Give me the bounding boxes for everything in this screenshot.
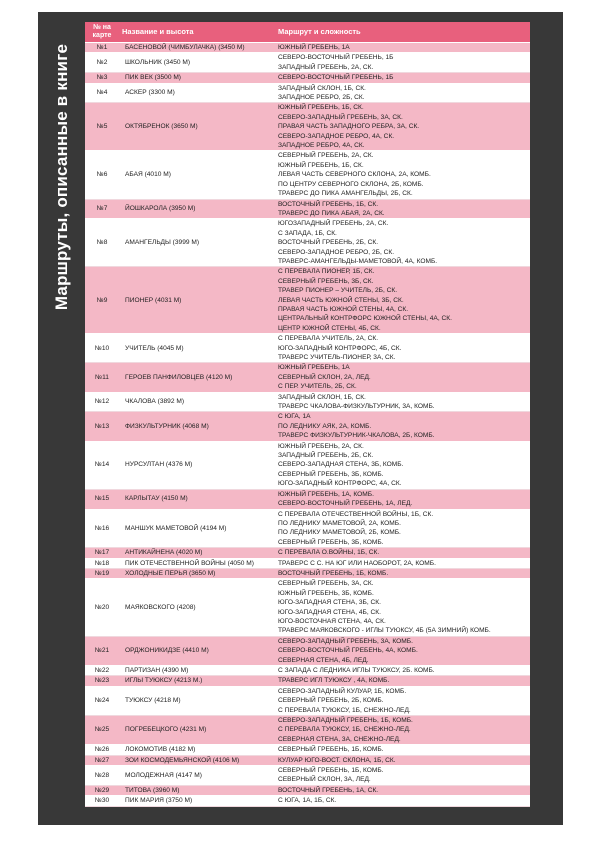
route-line: СЕВЕРНЫЙ ГРЕБЕНЬ, 2Б, КОМБ. (278, 697, 384, 705)
table-header-row (85, 22, 530, 43)
row-number: №21 (85, 636, 119, 665)
route-line: ТРАВЕРС МАЯКОВСКОГО - ИГЛЫ ТУЮКСУ, 4Б (5А ЗИМНИЙ) КОМБ. (278, 627, 491, 635)
routes-cell (275, 666, 530, 676)
table-row (85, 666, 530, 676)
route-line: СЕВЕРНЫЙ ГРЕБЕНЬ, 3Б, КОМБ. (278, 470, 384, 478)
route-line: ЮЖНЫЙ ГРЕБЕНЬ, 3Б, КОМБ. (278, 589, 374, 597)
route-line: ЗАПАДНЫЙ СКЛОН, 1Б, СК. (278, 393, 366, 401)
route-line: СЕВЕРО-ЗАПАДНЫЙ ГРЕБЕНЬ, 3А, КОМБ. (278, 637, 413, 645)
route-line: СЕВЕРО-ЗАПАДНОЕ РЕБРО, 4А, СК. (278, 132, 395, 140)
peak-name: АМАНГЕЛЬДЫ (3999 М) (119, 219, 275, 267)
peak-name: МОЛОДЕЖНАЯ (4147 М) (119, 766, 275, 786)
row-number: №17 (85, 548, 119, 558)
route-line: ЗАПАДНОЕ РЕБРО, 4А, СК. (278, 142, 365, 150)
route-line: ПО ЛЕДНИКУ МАМЕТОВОЙ, 2А, КОМБ. (278, 519, 401, 527)
peak-name: МАЯКОВСКОГО (4208) (119, 579, 275, 636)
routes-cell (275, 43, 530, 53)
peak-name: ПИОНЕР (4031 М) (119, 267, 275, 334)
routes-cell (275, 267, 530, 334)
route-line: СЕВЕРО-ВОСТОЧНЫЙ ГРЕБЕНЬ, 4А, КОМБ. (278, 647, 418, 655)
row-number: №28 (85, 766, 119, 786)
route-line: ТРАВЕРС ФИЗКУЛЬТУРНИК-ЧКАЛОВА, 2Б, КОМБ. (278, 432, 435, 440)
route-line: С ПЕРЕВАЛА ПИОНЕР, 1Б, СК. (278, 268, 375, 276)
table-row (85, 558, 530, 568)
table-row (85, 716, 530, 745)
peak-name: ЛОКОМОТИВ (4182 М) (119, 745, 275, 755)
peak-name: ЙОШКАРОЛА (3950 М) (119, 199, 275, 219)
route-line: СЕВЕРНЫЙ ГРЕБЕНЬ, 2А, СК. (278, 152, 374, 160)
table-row (85, 412, 530, 441)
route-line: СЕВЕРНЫЙ СКЛОН, 2А, ЛЕД. (278, 373, 371, 381)
table-row (85, 509, 530, 548)
row-number: №27 (85, 755, 119, 765)
routes-cell (275, 686, 530, 715)
route-line: ЮГО-ЗАПАДНЫЙ КОНТРФОРС, 4А, СК. (278, 480, 402, 488)
peak-name: НУРСУЛТАН (4376 М) (119, 441, 275, 489)
route-line: СЕВЕРНАЯ СТЕНА, 4Б, ЛЕД. (278, 656, 369, 664)
route-line: СЕВЕРНЫЙ ГРЕБЕНЬ, 3Б, СК. (278, 277, 374, 285)
route-line: ЮЖНЫЙ ГРЕБЕНЬ, 1Б, СК. (278, 104, 364, 112)
table-row (85, 363, 530, 392)
route-line: С ЮГА, 1А (278, 413, 311, 421)
table-row (85, 334, 530, 363)
route-line: СЕВЕРНЫЙ ГРЕБЕНЬ, 3Б, КОМБ. (278, 538, 384, 546)
peak-name: ПОГРЕБЕЦКОГО (4231 М) (119, 716, 275, 745)
route-line: С ПЕРЕВАЛА УЧИТЕЛЬ, 2А, СК. (278, 335, 379, 343)
row-number: №3 (85, 73, 119, 83)
peak-name: КАРЛЫТАУ (4150 М) (119, 489, 275, 509)
table-row (85, 53, 530, 73)
table-row (85, 755, 530, 765)
route-line: ТРАВЕРС ДО ПИКА АМАНГЕЛЬДЫ, 2Б, СК. (278, 190, 413, 198)
peak-name: АНТИКАЙНЕНА (4020 М) (119, 548, 275, 558)
routes-cell (275, 558, 530, 568)
route-line: С ПЕРЕВАЛА О.ВОЙНЫ, 1Б, СК. (278, 549, 380, 557)
peak-name: ОКТЯБРЕНОК (3650 М) (119, 103, 275, 151)
route-line: ЮЖНЫЙ ГРЕБЕНЬ, 1А (278, 44, 350, 51)
routes-cell (275, 745, 530, 755)
route-line: ЗАПАДНЫЙ ГРЕБЕНЬ, 2Б, СК. (278, 452, 374, 460)
route-line: ТРАВЕРС-АМАНГЕЛЬДЫ-МАМЕТОВОЙ, 4А, КОМБ. (278, 257, 438, 265)
peak-name: ОРДЖОНИКИДЗЕ (4410 М) (119, 636, 275, 665)
routes-cell (275, 103, 530, 151)
row-number: №8 (85, 219, 119, 267)
routes-cell (275, 412, 530, 441)
route-line: СЕВЕРНЫЙ ГРЕБЕНЬ, 3А, СК. (278, 580, 374, 588)
routes-cell (275, 568, 530, 578)
routes-cell (275, 151, 530, 199)
table-row (85, 267, 530, 334)
routes-cell (275, 219, 530, 267)
table-row (85, 43, 530, 53)
peak-name: ИГЛЫ ТУЮКСУ (4213 М.) (119, 676, 275, 686)
route-line: СЕВЕРНАЯ СТЕНА, 3А, СНЕЖНО-ЛЕД. (278, 735, 401, 743)
route-line: ПО ЛЕДНИКУ АЯК, 2А, КОМБ. (278, 422, 372, 430)
route-line: ТРАВЕРС С С. НА ЮГ ИЛИ НАОБОРОТ, 2А, КОМБ. (278, 559, 436, 567)
peak-name: ЗОИ КОСМОДЕМЬЯНСКОЙ (4106 М) (119, 755, 275, 765)
table-row (85, 766, 530, 786)
header-number: № на карте (85, 22, 119, 43)
row-number: №15 (85, 489, 119, 509)
route-line: С ПЕРЕВАЛА ТУЮКСУ, 1Б, СНЕЖНО-ЛЕД. (278, 706, 411, 714)
row-number: №12 (85, 392, 119, 412)
side-title-text: Маршруты, описанные в книге (52, 43, 71, 311)
peak-name: ЧКАЛОВА (3892 М) (119, 392, 275, 412)
route-line: ТРАВЕРС УЧИТЕЛЬ-ПИОНЕР, 3А, СК. (278, 354, 396, 361)
route-line: С ЗАПАДА, 1Б, СК. (278, 229, 337, 237)
peak-name: ТУЮКСУ (4218 М) (119, 686, 275, 715)
row-number: №7 (85, 199, 119, 219)
route-line: ЮГО-ВОСТОЧНАЯ СТЕНА, 4А, СК. (278, 617, 386, 625)
routes-cell (275, 548, 530, 558)
route-line: ЦЕНТР ЮЖНОЙ СТЕНЫ, 4Б, СК. (278, 324, 381, 332)
route-line: ВОСТОЧНЫЙ ГРЕБЕНЬ, 2Б, СК. (278, 239, 379, 247)
route-line: ТРАВЕРС ЧКАЛОВА-ФИЗКУЛЬТУРНИК, 3А, КОМБ. (278, 403, 435, 411)
route-line: С ПЕРЕВАЛА ТУЮКСУ, 1Б, СНЕЖНО-ЛЕД. (278, 726, 411, 734)
row-number: №29 (85, 785, 119, 795)
table-row (85, 579, 530, 636)
table-row (85, 568, 530, 578)
peak-name: УЧИТЕЛЬ (4045 М) (119, 334, 275, 363)
route-line: СЕВЕРНЫЙ СКЛОН, 3А, ЛЕД. (278, 776, 371, 784)
route-line: ПО ЦЕНТРУ СЕВЕРНОГО СКЛОНА, 2Б, КОМБ. (278, 180, 424, 188)
route-line: СЕВЕРО-ВОСТОЧНЫЙ ГРЕБЕНЬ, 1Б (278, 54, 394, 62)
table-row (85, 489, 530, 509)
table-row (85, 151, 530, 199)
route-line: ЮЖНЫЙ ГРЕБЕНЬ, 2А, СК. (278, 442, 364, 450)
route-line: ЮГО-ЗАПАДНЫЙ КОНТРФОРС, 4Б, СК. (278, 344, 402, 352)
routes-cell (275, 53, 530, 73)
table-body (85, 43, 530, 807)
route-line: СЕВЕРО-ВОСТОЧНЫЙ ГРЕБЕНЬ, 1Б (278, 74, 394, 82)
row-number: №10 (85, 334, 119, 363)
table-row (85, 796, 530, 806)
side-title (39, 12, 85, 825)
peak-name: АБАЯ (4010 М) (119, 151, 275, 199)
routes-cell (275, 509, 530, 548)
peak-name: БАСЕНОВОЙ (ЧИМБУЛАЧКА) (3450 М) (119, 43, 275, 53)
row-number: №13 (85, 412, 119, 441)
table-row (85, 745, 530, 755)
routes-cell (275, 755, 530, 765)
route-line: ПРАВАЯ ЧАСТЬ ЗАПАДНОГО РЕБРА, 3А, СК. (278, 123, 420, 131)
table-row (85, 73, 530, 83)
peak-name: ПАРТИЗАН (4390 М) (119, 666, 275, 676)
route-line: ЮГОЗАПАДНЫЙ ГРЕБЕНЬ, 2А, СК. (278, 220, 389, 228)
row-number: №23 (85, 676, 119, 686)
peak-name: ГЕРОЕВ ПАНФИЛОВЦЕВ (4120 М) (119, 363, 275, 392)
route-line: ПРАВАЯ ЧАСТЬ ЮЖНОЙ СТЕНЫ, 4А, СК. (278, 305, 409, 313)
route-line: ЗАПАДНЫЙ СКЛОН, 1Б, СК. (278, 84, 366, 92)
table-row (85, 676, 530, 686)
route-line: ЮЖНЫЙ ГРЕБЕНЬ, 1Б, СК. (278, 161, 364, 169)
route-line: ЛЕВАЯ ЧАСТЬ ЮЖНОЙ СТЕНЫ, 3Б, СК. (278, 296, 404, 304)
row-number: №2 (85, 53, 119, 73)
peak-name: АСКЕР (3300 М) (119, 83, 275, 103)
route-line: СЕВЕРНЫЙ ГРЕБЕНЬ, 1Б, КОМБ. (278, 746, 384, 754)
route-line: ПО ЛЕДНИКУ МАМЕТОВОЙ, 2Б, КОМБ. (278, 529, 401, 537)
route-line: ТРАВЕРС ДО ПИКА АБАЯ, 2А, СК. (278, 209, 385, 217)
routes-cell (275, 441, 530, 489)
routes-cell (275, 579, 530, 636)
table-row (85, 219, 530, 267)
route-line: СЕВЕРО-ЗАПАДНЫЙ ГРЕБЕНЬ, 3А, СК. (278, 113, 403, 121)
row-number: №11 (85, 363, 119, 392)
route-line: ЮЖНЫЙ ГРЕБЕНЬ, 1А, КОМБ. (278, 490, 374, 498)
routes-cell (275, 489, 530, 509)
peak-name: ПИК МАРИЯ (3750 М) (119, 796, 275, 806)
peak-name: ШКОЛЬНИК (3450 М) (119, 53, 275, 73)
table-row (85, 548, 530, 558)
row-number: №25 (85, 716, 119, 745)
table-row (85, 103, 530, 151)
routes-cell (275, 363, 530, 392)
row-number: №24 (85, 686, 119, 715)
routes-cell (275, 199, 530, 219)
route-line: СЕВЕРО-ЗАПАДНЫЙ КУЛУАР, 1Б, КОМБ. (278, 687, 407, 695)
routes-cell (275, 73, 530, 83)
routes-cell (275, 785, 530, 795)
row-number: №26 (85, 745, 119, 755)
route-line: ЗАПАДНОЕ РЕБРО, 2Б, СК. (278, 94, 365, 102)
routes-cell (275, 334, 530, 363)
route-line: С ПЕРЕВАЛА ОТЕЧЕСТВЕННОЙ ВОЙНЫ, 1Б, СК. (278, 510, 434, 518)
table-row (85, 636, 530, 665)
route-line: СЕВЕРНЫЙ ГРЕБЕНЬ, 1Б, КОМБ. (278, 767, 384, 775)
route-line: ВОСТОЧНЫЙ ГРЕБЕНЬ, 1Б, КОМБ. (278, 569, 389, 577)
route-line: СЕВЕРО-ЗАПАДНАЯ СТЕНА, 3Б, КОМБ. (278, 461, 404, 469)
row-number: №30 (85, 796, 119, 806)
peak-name: ХОЛОДНЫЕ ПЕРЬЯ (3650 М) (119, 568, 275, 578)
peak-name: ФИЗКУЛЬТУРНИК (4068 М) (119, 412, 275, 441)
route-line: ЮГО-ЗАПАДНАЯ СТЕНА, 3Б, СК. (278, 599, 381, 607)
route-line: ЛЕВАЯ ЧАСТЬ СЕВЕРНОГО СКЛОНА, 2А, КОМБ. (278, 171, 431, 179)
route-line: ТРАВЕР ПИОНЕР – УЧИТЕЛЬ, 2Б, СК. (278, 287, 398, 295)
row-number: №14 (85, 441, 119, 489)
route-line: С ЗАПАДА С ЛЕДНИКА ИГЛЫ ТУЮКСУ, 2Б. КОМБ. (278, 667, 435, 674)
header-name: Название и высота (119, 22, 275, 43)
peak-name: МАНШУК МАМЕТОВОЙ (4194 М) (119, 509, 275, 548)
table-row (85, 83, 530, 103)
row-number: №22 (85, 666, 119, 676)
routes-cell (275, 766, 530, 786)
row-number: №19 (85, 568, 119, 578)
route-line: ТРАВЕРС ИГЛ ТУЮКСУ , 4А, КОМБ. (278, 677, 390, 685)
peak-name: ПИК ВЕК (3500 М) (119, 73, 275, 83)
routes-table (85, 22, 530, 807)
route-line: СЕВЕРО-ВОСТОЧНЫЙ ГРЕБЕНЬ, 1А, ЛЕД. (278, 500, 413, 508)
table-row (85, 785, 530, 795)
row-number: №6 (85, 151, 119, 199)
route-line: ВОСТОЧНЫЙ ГРЕБЕНЬ, 1Б, СК. (278, 200, 379, 208)
route-line: С ПЕР. УЧИТЕЛЬ, 2Б, СК. (278, 383, 357, 391)
row-number: №4 (85, 83, 119, 103)
route-line: ВОСТОЧНЫЙ ГРЕБЕНЬ, 1А, СК. (278, 786, 379, 794)
peak-name: ТИТОВА (3960 М) (119, 785, 275, 795)
routes-cell (275, 716, 530, 745)
table-row (85, 392, 530, 412)
route-line: ЦЕНТРАЛЬНЫЙ КОНТРФОРС ЮЖНОЙ СТЕНЫ, 4А, СК. (278, 315, 452, 323)
route-line: С ЮГА, 1А, 1Б, СК. (278, 797, 337, 805)
row-number: №20 (85, 579, 119, 636)
routes-cell (275, 676, 530, 686)
route-line: СЕВЕРО-ЗАПАДНОЕ РЕБРО, 2Б, СК. (278, 248, 395, 256)
routes-cell (275, 636, 530, 665)
routes-cell (275, 83, 530, 103)
row-number: №1 (85, 43, 119, 53)
route-line: ЗАПАДНЫЙ ГРЕБЕНЬ, 2А, СК. (278, 63, 374, 71)
route-line: КУЛУАР ЮГО-ВОСТ. СКЛОНА, 1Б, СК. (278, 756, 396, 764)
routes-cell (275, 796, 530, 806)
row-number: №18 (85, 558, 119, 568)
route-line: ЮЖНЫЙ ГРЕБЕНЬ, 1А (278, 364, 350, 372)
table-row (85, 686, 530, 715)
header-routes: Маршрут и сложность (275, 22, 530, 43)
route-line: СЕВЕРО-ЗАПАДНЫЙ ГРЕБЕНЬ, 1Б, КОМБ. (278, 717, 413, 725)
row-number: №16 (85, 509, 119, 548)
routes-cell (275, 392, 530, 412)
route-line: ЮГО-ЗАПАДНАЯ СТЕНА, 4Б, СК. (278, 608, 381, 616)
row-number: №5 (85, 103, 119, 151)
row-number: №9 (85, 267, 119, 334)
table-row (85, 441, 530, 489)
table-row (85, 199, 530, 219)
peak-name: ПИК ОТЕЧЕСТВЕННОЙ ВОЙНЫ (4050 М) (119, 558, 275, 568)
